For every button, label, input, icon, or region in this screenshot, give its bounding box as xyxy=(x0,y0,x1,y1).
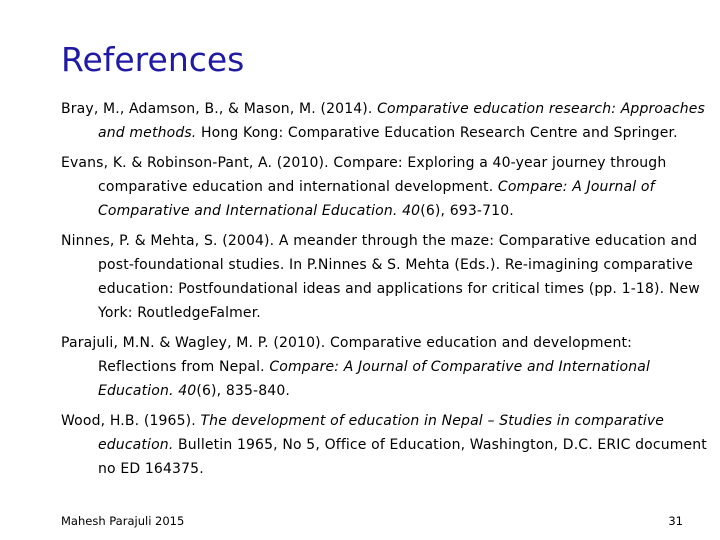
reference-text: Ninnes, P. & Mehta, S. (2004). A meander through the maze: Comparative education and post-foundational studies. In P.Ninnes & S. Mehta (Eds.). Re-imagining comparative education: Postfoundational ideas and applications for critical times (pp. 1-18). New York: RoutledgeFalmer. xyxy=(61,233,700,321)
reference-text-tail: (6), 693-710. xyxy=(420,203,514,219)
reference-text: Parajuli, M.N. & Wagley, M. P. (2010). Comparative education and development: Reflections from Nepal. xyxy=(61,335,632,375)
reference-italic-text: The development of education in Nepal – Studies in comparative education. xyxy=(98,413,665,453)
reference-text: Evans, K. & Robinson-Pant, A. (2010). Compare: Exploring a 40-year journey through comparative education and international development. xyxy=(61,155,667,195)
reference-item xyxy=(61,409,713,481)
reference-text-tail: (6), 835-840. xyxy=(196,383,291,399)
page-number: 31 xyxy=(668,514,683,528)
reference-text-tail: Hong Kong: Comparative Education Research Centre and Springer. xyxy=(196,125,678,141)
reference-item xyxy=(61,151,713,223)
reference-item xyxy=(61,97,713,145)
reference-text: Wood, H.B. (1965). xyxy=(61,413,201,429)
footer-author: Mahesh Parajuli 2015 xyxy=(61,514,185,528)
reference-item xyxy=(61,229,713,325)
reference-list xyxy=(61,97,713,487)
slide-title: References xyxy=(61,40,245,79)
reference-item xyxy=(61,331,713,403)
reference-italic-text: Comparative education research: Approaches and methods. xyxy=(98,101,705,141)
reference-text-tail: Bulletin 1965, No 5, Office of Education, Washington, D.C. ERIC document no ED 164375. xyxy=(98,437,707,477)
reference-italic-text: Compare: A Journal of Comparative and International Education. 40 xyxy=(98,179,655,219)
reference-italic-text: Compare: A Journal of Comparative and International Education. 40 xyxy=(98,359,650,399)
reference-text: Bray, M., Adamson, B., & Mason, M. (2014). xyxy=(61,101,378,117)
